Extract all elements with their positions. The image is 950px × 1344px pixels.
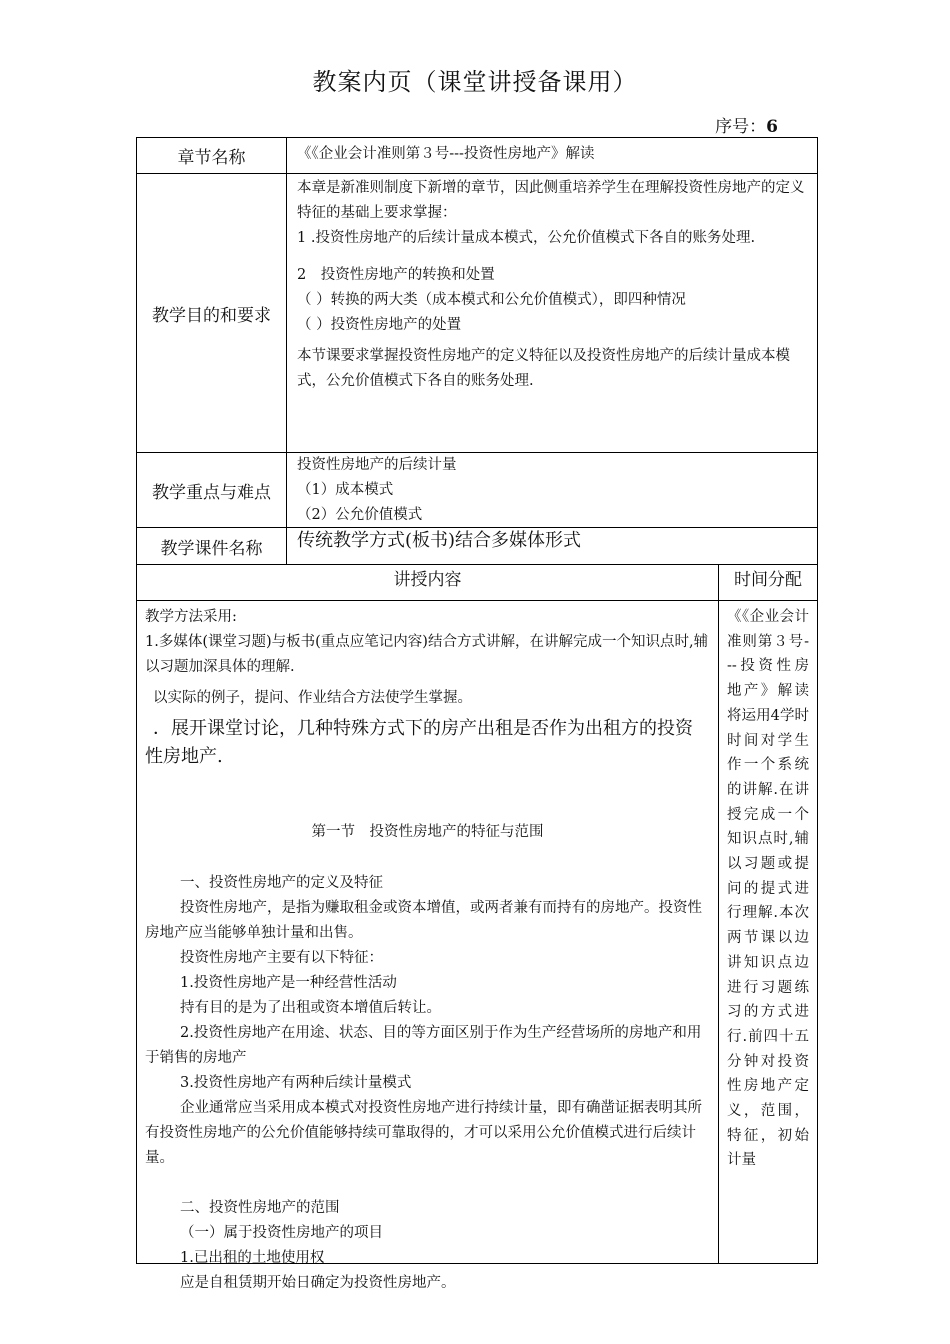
method-item: 1.多媒体(课堂习题)与板书(重点应笔记内容)结合方式讲解，在讲解完成一个知识点时,辅以习题加深具体的理解.: [145, 634, 709, 675]
paragraph: 1.投资性房地产是一种经营性活动: [180, 975, 397, 991]
row-chapter: [137, 138, 817, 174]
spacer: [297, 251, 807, 263]
chapter-value: 《《企业会计准则第３号---投资性房地产》解读: [297, 146, 595, 162]
objectives-line: 本章是新准则制度下新增的章节，因此侧重培养学生在理解投资性房地产的定义特征的基础上要求掌握：: [297, 180, 805, 221]
paragraph: 持有目的是为了出租或资本增值后转让。: [180, 1000, 441, 1016]
objectives-line: 2 投资性房地产的转换和处置: [297, 267, 495, 283]
paragraph: 投资性房地产，是指为赚取租金或资本增值，或两者兼有而持有的房地产。投资性房地产应当能够单独计量和出售。: [145, 900, 702, 941]
seq-label: 序号：: [715, 117, 767, 137]
seq-value: 6: [766, 117, 778, 137]
heading: 二、投资性房地产的范围: [180, 1200, 340, 1216]
spacer: [145, 845, 710, 871]
paragraph: 1.已出租的土地使用权: [180, 1250, 325, 1266]
lecture-content: [137, 601, 719, 1291]
method-item: ．展开课堂讨论，几种特殊方式下的房产出租是否作为出租方的投资性房地产.: [145, 718, 693, 767]
heading: 一、投资性房地产的定义及特征: [180, 875, 383, 891]
objectives-line: （ ）投资性房地产的处置: [297, 317, 462, 333]
row-content-header: [137, 565, 817, 601]
key-points-body: [287, 453, 817, 527]
courseware-value: 传统教学方式(板书)结合多媒体形式: [297, 530, 582, 551]
chapter-label: 章节名称: [137, 138, 287, 173]
spacer: [145, 1171, 710, 1196]
row-key-points: [137, 453, 817, 528]
key-points-label: 教学重点与难点: [137, 453, 287, 527]
content-header: 讲授内容: [137, 565, 719, 600]
objectives-body: [287, 174, 817, 452]
time-header: 时间分配: [734, 570, 802, 590]
objectives-line: 1 .投资性房地产的后续计量成本模式，公允价值模式下各自的账务处理.: [297, 230, 756, 246]
row-courseware: [137, 528, 817, 565]
row-objectives: [137, 174, 817, 453]
key-points-line: （2）公允价值模式: [297, 507, 423, 523]
paragraph: 应是自租赁期开始日确定为投资性房地产。: [180, 1275, 456, 1291]
key-points-line: 投资性房地产的后续计量: [297, 457, 457, 473]
method-item: 以实际的例子，提问、作业结合方法使学生掌握。: [153, 690, 472, 706]
time-allocation: 《《企业会计准则第３号---投资性房地产》解读将运用4学时时间对学生作一个系统的讲解.在讲授完成一个知识点时,辅以习题或提问的提式进行理解.本次两节课以边讲知识点边进行习题练习的方式进行.前四十五分钟对投资性房地产定义，范围，特征，初始计量: [727, 609, 809, 1169]
row-content: [137, 601, 817, 1291]
page-title: 教案内页（课堂讲授备课用）: [312, 68, 638, 96]
subheading: （一）属于投资性房地产的项目: [180, 1225, 383, 1241]
objectives-line: 本节课要求掌握投资性房地产的定义特征以及投资性房地产的后续计量成本模式，公允价值模式下各自的账务处理.: [297, 348, 790, 389]
objectives-label: 教学目的和要求: [137, 174, 287, 452]
method-title: 教学方法采用:: [145, 609, 237, 625]
lesson-plan-table: [136, 137, 818, 1291]
paragraph: 企业通常应当采用成本模式对投资性房地产进行持续计量，即有确凿证据表明其所有投资性房地产的公允价值能够持续可靠取得的，才可以采用公允价值模式进行后续计量。: [145, 1100, 702, 1166]
section-title: 第一节 投资性房地产的特征与范围: [311, 824, 544, 840]
paragraph: 投资性房地产主要有以下特征：: [180, 950, 383, 966]
courseware-label: 教学课件名称: [137, 528, 287, 564]
objectives-line: （ ）转换的两大类（成本模式和公允价值模式），即四种情况: [297, 292, 686, 308]
paragraph: 2.投资性房地产在用途、状态、目的等方面区别于作为生产经营场所的房地产和用于销售的房地产: [145, 1025, 702, 1066]
key-points-line: （1）成本模式: [297, 482, 394, 498]
sequence-number: [715, 112, 778, 137]
paragraph: 3.投资性房地产有两种后续计量模式: [180, 1075, 412, 1091]
spacer: [145, 771, 710, 820]
